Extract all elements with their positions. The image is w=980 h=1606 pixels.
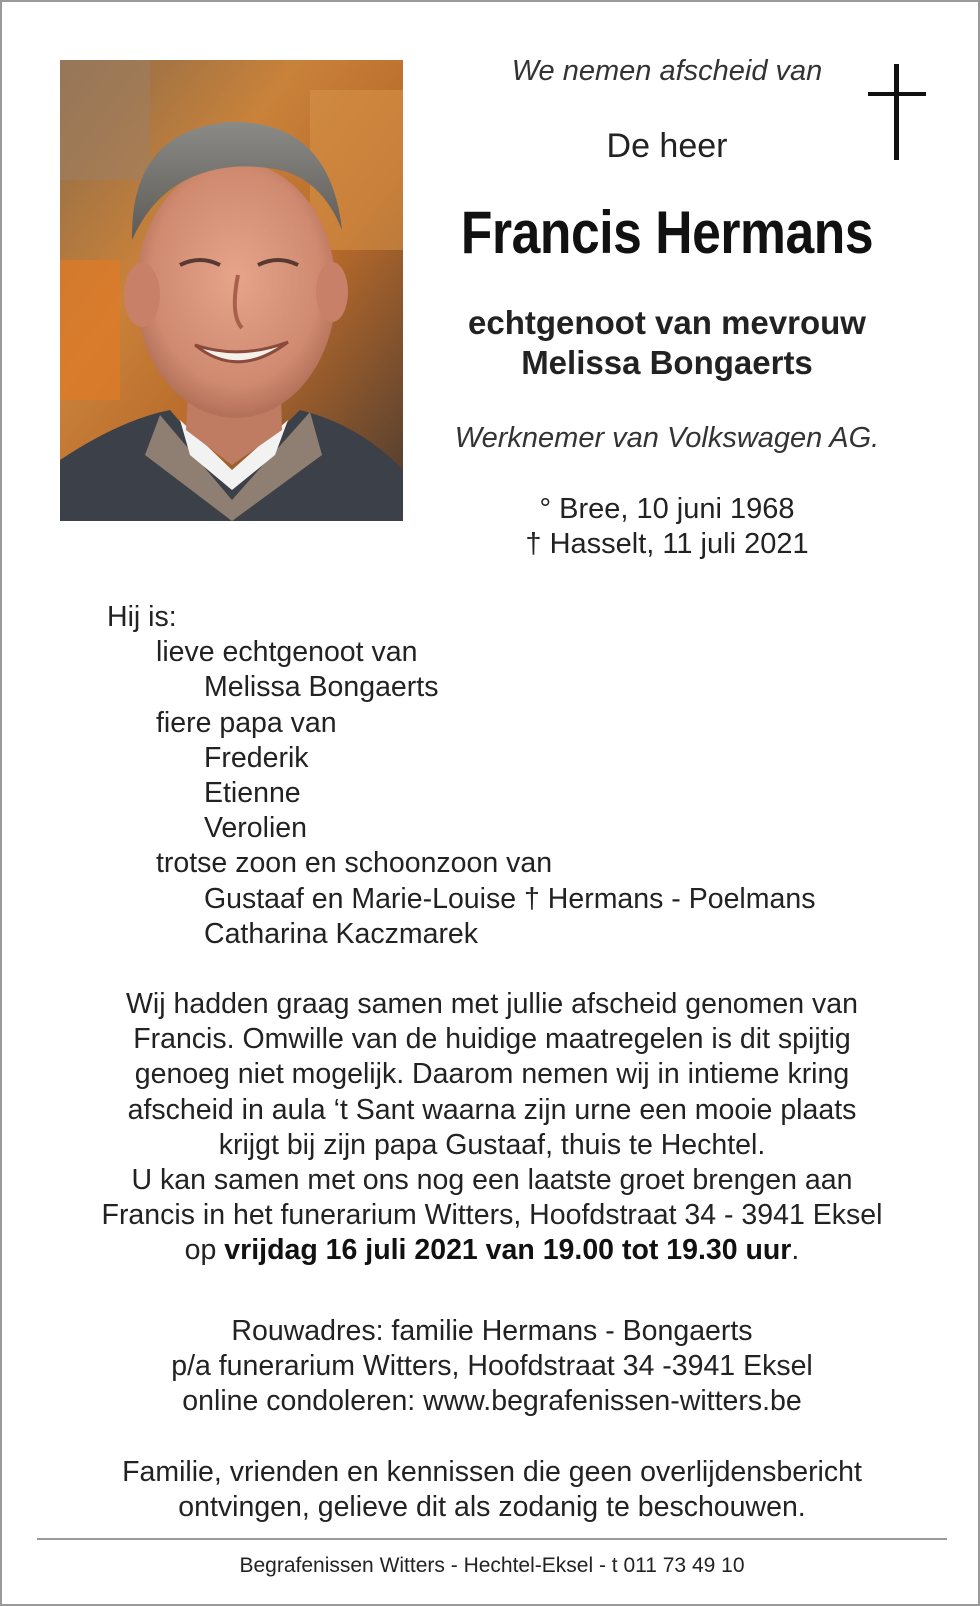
life-dates — [422, 492, 912, 562]
address-line-2: p/a funerarium Witters, Hoofdstraat 34 -3941 Eksel — [171, 1350, 813, 1383]
family-list — [107, 600, 815, 952]
portrait-image — [60, 60, 403, 521]
address-line-1: Rouwadres: familie Hermans - Bongaerts — [231, 1315, 753, 1347]
spouse-line-1: echtgenoot van mevrouw — [468, 304, 866, 341]
spouse-line-2: Melissa Bongaerts — [521, 344, 813, 381]
footer-divider — [37, 1538, 947, 1540]
salutation: De heer — [606, 127, 728, 165]
visit-prefix: op — [184, 1234, 225, 1267]
occupation: Werknemer van Volkswagen AG. — [454, 422, 880, 454]
message-line: Francis in het funerarium Witters, Hoofdstraat 34 - 3941 Eksel — [101, 1199, 883, 1232]
spouse-info — [422, 303, 912, 383]
visit-suffix: . — [791, 1234, 800, 1267]
birth-date: ° Bree, 10 juni 1968 — [539, 493, 795, 525]
visit-time-line — [42, 1233, 942, 1268]
family-line: fiere papa van — [156, 706, 337, 739]
family-line: Melissa Bongaerts — [204, 671, 439, 704]
family-line: Etienne — [204, 777, 301, 810]
intro-text: We nemen afscheid van — [511, 55, 823, 87]
message-line: genoeg niet mogelijk. Daarom nemen wij in intieme kring — [134, 1058, 850, 1091]
message-line: U kan samen met ons nog een laatste groet brengen aan — [131, 1164, 853, 1197]
message-line: Francis. Omwille van de huidige maatregelen is dit spijtig — [133, 1023, 851, 1056]
family-line: Catharina Kaczmarek — [204, 917, 479, 950]
condolence-line: online condoleren: www.begrafenissen-witters.be — [182, 1385, 802, 1418]
mourning-address — [42, 1314, 942, 1420]
family-line: Verolien — [204, 812, 307, 845]
footer-text: Begrafenissen Witters - Hechtel-Eksel - t 011 73 49 10 — [239, 1554, 745, 1577]
notice-text — [42, 1455, 942, 1525]
message-line: afscheid in aula ‘t Sant waarna zijn urne een mooie plaats — [127, 1093, 857, 1126]
death-date: † Hasselt, 11 juli 2021 — [525, 528, 809, 560]
family-line: trotse zoon en schoonzoon van — [156, 847, 553, 880]
visit-time: vrijdag 16 juli 2021 van 19.00 tot 19.30 uur — [224, 1234, 792, 1267]
family-line: lieve echtgenoot van — [156, 636, 418, 669]
farewell-message — [42, 987, 942, 1269]
deceased-name: Francis Hermans — [460, 199, 874, 266]
message-line: krijgt bij zijn papa Gustaaf, thuis te Hechtel. — [218, 1128, 766, 1161]
notice-line-1: Familie, vrienden en kennissen die geen overlijdensbericht — [122, 1456, 862, 1488]
family-line: Gustaaf en Marie-Louise † Hermans - Poelmans — [204, 882, 816, 915]
portrait-photo — [60, 60, 403, 521]
notice-line-2: ontvingen, gelieve dit als zodanig te beschouwen. — [178, 1491, 806, 1524]
family-line: Frederik — [204, 741, 309, 774]
family-heading: Hij is: — [107, 601, 177, 633]
message-line: Wij hadden graag samen met jullie afscheid genomen van — [126, 988, 858, 1020]
